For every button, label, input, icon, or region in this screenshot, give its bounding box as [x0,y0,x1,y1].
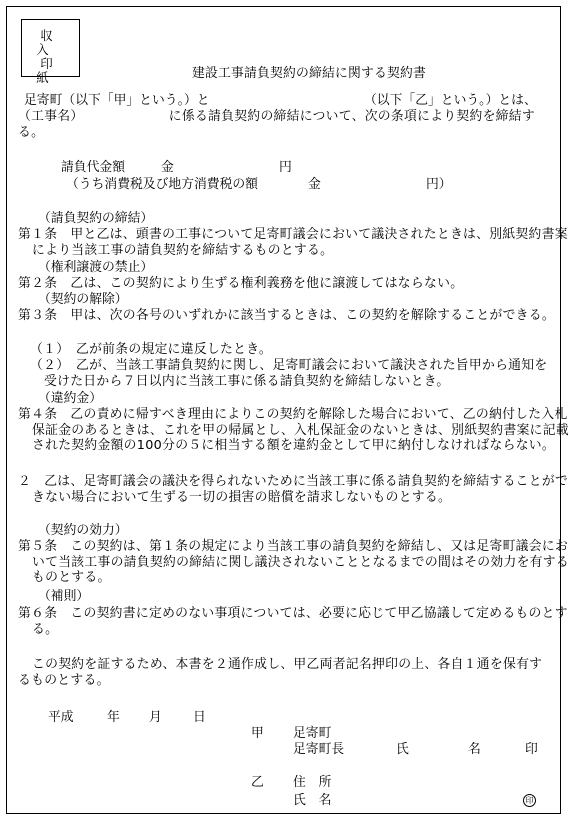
article-1-text: 第１条 甲と乙は、頭書の工事について足寄町議会において議決されたときは、別紙契約書案により当該工事の請負契約を締結するものとする。 [18,227,568,258]
party-b-address-label: 住 所 [293,775,332,790]
intro-party-a: 足寄町（以下「甲」という。）と [24,93,210,108]
date-month: 月 [149,710,162,725]
party-b-name-label: 氏 名 [293,793,332,808]
revenue-stamp-box [21,19,80,85]
stamp-label-bottom: 印紙 [36,56,69,85]
article-2-text: 第２条 乙は、この契約により生ずる権利義務を他に譲渡してはならない。 [18,276,464,291]
party-b-mark: 乙 [251,775,264,790]
article-3-item-1: （１） 乙が前条の規定に違反したとき。 [30,342,272,357]
article-4-heading: （違約金） [38,391,102,406]
stamp-label-top: 収入 [36,28,69,57]
party-a-seal: 印 [525,742,538,757]
party-a-shi: 氏 [396,742,409,757]
tax-label: （うち消費税及び地方消費税の額 [66,177,258,192]
article-5-heading: （契約の効力） [38,523,128,538]
amount-kin: 金 [161,160,174,175]
intro-body: （工事名） に係る請負契約の締結について、次の条項により契約を締結する。 [18,109,535,140]
date-year: 年 [107,710,120,725]
article-5-text: 第５条 この契約は、第１条の規定により当該工事の請負契約を締結し、又は足寄町議会において当該工事の請負契約の締結に関し議決されないこととなるまでの間はその効力を有するものとする。 [18,539,569,585]
document-title: 建設工事請負契約の締結に関する契約書 [192,66,426,81]
date-day: 日 [193,710,206,725]
article-4-text: 第４条 乙の責めに帰すべき理由によりこの契約を解除した場合において、乙の納付した入札保証金のあるときは、これを甲の帰属とし、入札保証金のないときは、別紙契約書案に記載された契約金額の100分の５に相当する額を違約金として甲に納付しなければならない。 [18,407,569,453]
article-3-heading: （契約の解除） [38,292,128,307]
article-2-heading: （権利譲渡の禁止） [38,260,154,275]
article-4-paragraph-2: ２ 乙は、足寄町議会の議決を得られないために当該工事に係る請負契約を締結することができない場合において生ずる一切の損害の賠償を請求しないものとする。 [18,474,569,505]
closing-statement: この契約を証するため、本書を２通作成し、甲乙両者記名押印の上、各自１通を保有するものとする。 [18,657,543,688]
tax-kin: 金 [308,177,321,192]
article-3-text: 第３条 甲は、次の各号のいずれかに該当するときは、この契約を解除することができる。 [18,308,555,323]
party-a-mark: 甲 [251,726,264,741]
party-a-town: 足寄町 [293,726,332,741]
seal-mark: 印 [523,794,536,807]
article-3-item-2: （２） 乙が、当該工事請負契約に関し、足寄町議会において議決された旨甲から通知を受けた日から７日以内に当該工事に係る請負契約を締結しないとき。 [30,358,548,389]
amount-yen: 円 [279,160,292,175]
party-a-mei: 名 [468,742,481,757]
intro-party-b: （以下「乙」という。）とは、 [364,93,537,108]
article-1-heading: （請負契約の締結） [38,211,154,226]
date-era: 平成 [48,710,74,725]
party-a-mayor: 足寄町長 [293,742,345,757]
tax-yen: 円） [426,177,452,192]
article-6-text: 第６条 この契約書に定めのない事項については、必要に応じて甲乙協議して定めるものとする。 [18,606,568,637]
amount-label: 請負代金額 [61,160,125,175]
article-6-heading: （補則） [38,589,90,604]
